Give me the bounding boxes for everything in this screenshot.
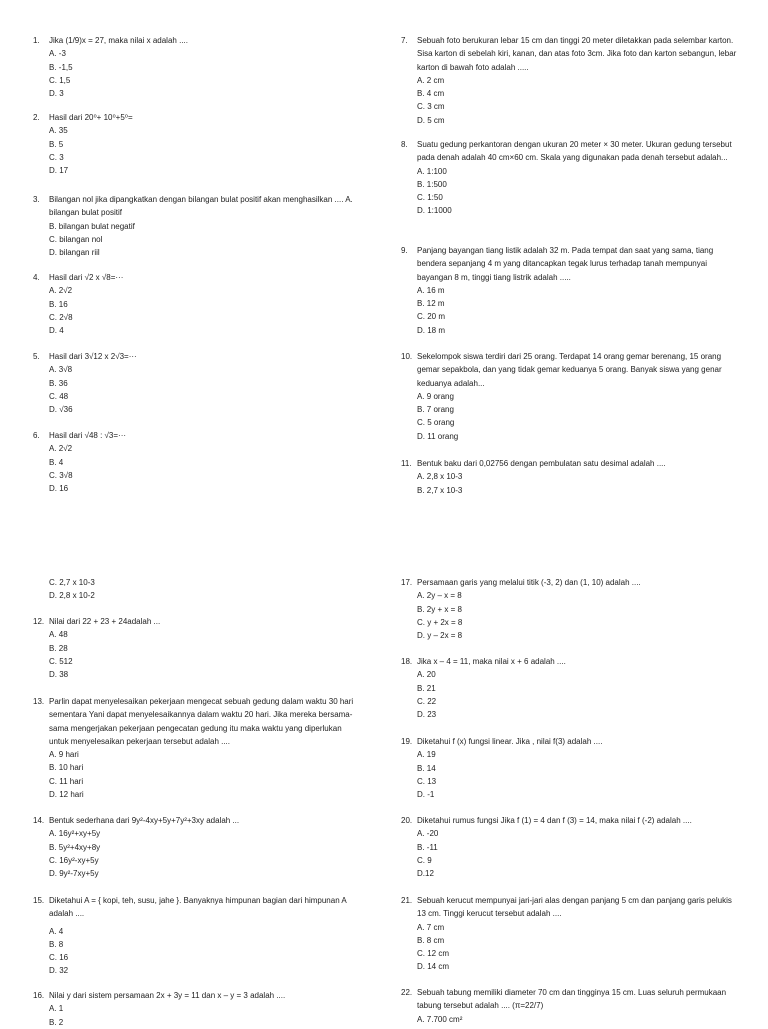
option-c: C. 3 xyxy=(49,152,64,162)
option-d: D. 32 xyxy=(49,966,69,976)
question-number: 4. xyxy=(33,273,40,282)
option-b: B. 28 xyxy=(49,643,68,653)
option-a: A. 3√8 xyxy=(49,365,73,375)
option-b: B. 21 xyxy=(417,683,436,693)
question-number: 3. xyxy=(33,195,40,204)
question-2 xyxy=(33,111,363,177)
option-b: B. 7 orang xyxy=(417,405,454,415)
question-text: Bentuk sederhana dari 9y²-4xy+5y+7y²+3xy adalah ... xyxy=(49,816,240,825)
option-d: D. 38 xyxy=(49,670,69,680)
question-20 xyxy=(401,814,741,880)
option-a: A. 20 xyxy=(417,670,436,680)
option-b: B. 10 hari xyxy=(49,763,84,773)
question-text: Suatu gedung perkantoran dengan ukuran 20 meter × 30 meter. Ukuran gedung tersebut pada denah adalah 40 cm×60 cm. Skala yang digunakan pada denah tersebut adalah... xyxy=(417,140,732,163)
option-a: A. 7.700 cm² xyxy=(417,1014,463,1024)
question-11 xyxy=(401,457,741,497)
option-c: C. 2√8 xyxy=(49,312,73,322)
question-22 xyxy=(401,986,741,1026)
question-number: 16. xyxy=(33,991,45,1000)
option-c: C. 16 xyxy=(49,953,69,963)
option-d: D. y – 2x = 8 xyxy=(417,631,463,641)
question-number: 13. xyxy=(33,697,45,706)
option-a: A. 2√2 xyxy=(49,444,73,454)
question-text: Sebuah tabung memiliki diameter 70 cm dan tingginya 15 cm. Luas seluruh permukaan tabung tersebut adalah .... (π=22/7) xyxy=(417,988,727,1011)
option-d: D. 23 xyxy=(417,710,437,720)
option-b: B. -11 xyxy=(417,842,438,852)
question-number: 2. xyxy=(33,113,40,122)
option-b: B. 12 m xyxy=(417,299,445,309)
option-d: D. 9y²-7xy+5y xyxy=(49,869,99,879)
option-b: B. bilangan bulat negatif xyxy=(49,221,135,231)
option-d: D. 17 xyxy=(49,166,69,176)
question-text: Parlin dapat menyelesaikan pekerjaan mengecat sebuah gedung dalam waktu 30 hari sementara Yani dapat menyelesaikannya dalam waktu 20 hari. Jika mereka bersama-sama mengerjakan pekerjaan pengecatan gedung itu maka waktu yang diperlukan untuk menyelesaikan pekerjaan tersebut adalah .... xyxy=(49,697,354,746)
option-d: D.12 xyxy=(417,869,434,879)
question-text: Sebuah kerucut mempunyai jari-jari alas dengan panjang 5 cm dan panjang garis pelukis 13 cm. Tinggi kerucut tersebut adalah .... xyxy=(417,896,732,919)
question-number: 6. xyxy=(33,431,40,440)
option-d: D. 1:1000 xyxy=(417,206,452,216)
option-b: B. -1,5 xyxy=(49,62,73,72)
option-c: C. y + 2x = 8 xyxy=(417,617,463,627)
option-b: B. 8 cm xyxy=(417,935,445,945)
question-10 xyxy=(401,350,741,443)
question-text: Sebuah foto berukuran lebar 15 cm dan tinggi 20 meter diletakkan pada selembar karton. Sisa karton di sebelah kiri, kanan, dan atas foto 3cm. Jika foto dan karton sebangun, lebar karton di bawah foto adalah ..... xyxy=(417,36,737,72)
option-c: C. 5 orang xyxy=(417,418,455,428)
question-number: 19. xyxy=(401,737,413,746)
question-15 xyxy=(33,894,363,978)
question-21 xyxy=(401,894,741,974)
question-14 xyxy=(33,814,363,880)
option-a: A. 2√2 xyxy=(49,286,73,296)
question-number: 5. xyxy=(33,352,40,361)
option-a: A. 7 cm xyxy=(417,922,445,932)
option-b: B. 1:500 xyxy=(417,179,447,189)
option-a: A. 35 xyxy=(49,126,68,136)
option-c: C. 11 hari xyxy=(49,776,84,786)
question-text: Sekelompok siswa terdiri dari 25 orang. Terdapat 14 orang gemar berenang, 15 orang gemar sepakbola, dan yang tidak gemar keduanya 5 orang. Banyak siswa yang genar keduanya adalah... xyxy=(417,352,722,388)
question-number: 18. xyxy=(401,657,413,666)
question-number: 21. xyxy=(401,896,413,905)
option-d: D. 4 xyxy=(49,326,64,336)
question-text: Nilai y dari sistem persamaan 2x + 3y = 11 dan x – y = 3 adalah .... xyxy=(49,991,286,1000)
option-b: B. 14 xyxy=(417,763,436,773)
question-number: 17. xyxy=(401,578,413,587)
question-text: Jika (1/9)x = 27, maka nilai x adalah .... xyxy=(49,36,188,45)
question-number: 10. xyxy=(401,352,413,361)
option-b: B. 5y²+4xy+8y xyxy=(49,842,101,852)
question-16 xyxy=(33,989,363,1029)
question-6 xyxy=(33,429,363,495)
question-text: Panjang bayangan tiang listik adalah 32 m. Pada tempat dan saat yang sama, tiang bendera sepanjang 4 m yang ditancapkan tegak lurus terhadap tanah mempunyai bayangan 8 m, tinggi tiang listrik adalah ..... xyxy=(417,246,714,282)
option-c: C. bilangan nol xyxy=(49,234,103,244)
option-d: D. √36 xyxy=(49,405,73,415)
option-d: D. -1 xyxy=(417,790,435,800)
question-text: Diketahui A = { kopi, teh, susu, jahe }. Banyaknya himpunan bagian dari himpunan A adalah .... xyxy=(49,896,347,919)
question-3 xyxy=(33,193,363,259)
question-17 xyxy=(401,576,741,642)
question-text: Bilangan nol jika dipangkatkan dengan bilangan bulat positif akan menghasilkan .... A. bilangan bulat positif xyxy=(49,195,353,218)
question-text: Hasil dari √48 : √3=··· xyxy=(49,431,127,440)
question-number: 7. xyxy=(401,36,408,45)
question-9 xyxy=(401,244,741,337)
option-a: A. -20 xyxy=(417,829,439,839)
question-11-continued xyxy=(33,576,363,603)
option-a: A. 2 cm xyxy=(417,75,445,85)
question-text: Hasil dari 3√12 x 2√3=··· xyxy=(49,352,137,361)
question-text: Hasil dari 20⁰+ 10⁰+5⁰= xyxy=(49,113,133,122)
option-c: C. 3√8 xyxy=(49,470,73,480)
question-text: Jika x – 4 = 11, maka nilai x + 6 adalah .... xyxy=(417,657,566,666)
question-number: 8. xyxy=(401,140,408,149)
option-c: C. 48 xyxy=(49,391,69,401)
option-a: A. 16 m xyxy=(417,285,445,295)
option-d: D. 12 hari xyxy=(49,790,84,800)
option-a: A. 4 xyxy=(49,926,64,936)
option-a: A. 1:100 xyxy=(417,166,447,176)
option-a: A. 16y²+xy+5y xyxy=(49,829,101,839)
question-7 xyxy=(401,34,741,127)
question-19 xyxy=(401,735,741,801)
option-a: A. 9 orang xyxy=(417,391,454,401)
option-b: B. 5 xyxy=(49,139,64,149)
question-text: Bentuk baku dari 0,02756 dengan pembulatan satu desimal adalah .... xyxy=(417,459,666,468)
option-a: A. 2y – x = 8 xyxy=(417,591,462,601)
option-c: C. 9 xyxy=(417,855,432,865)
question-number: 9. xyxy=(401,246,408,255)
option-c: C. 12 cm xyxy=(417,949,450,959)
question-5 xyxy=(33,350,363,416)
question-text: Persamaan garis yang melalui titik (-3, 2) dan (1, 10) adalah .... xyxy=(417,578,641,587)
question-number: 14. xyxy=(33,816,45,825)
option-b: B. 8 xyxy=(49,939,64,949)
question-number: 12. xyxy=(33,617,45,626)
question-8 xyxy=(401,138,741,218)
option-d: D. 14 cm xyxy=(417,962,450,972)
option-d: D. 11 orang xyxy=(417,431,459,441)
option-a: A. 48 xyxy=(49,630,68,640)
option-d: D. 16 xyxy=(49,484,69,494)
question-text: Nilai dari 22 + 23 + 24adalah ... xyxy=(49,617,161,626)
question-text: Diketahui rumus fungsi Jika f (1) = 4 dan f (3) = 14, maka nilai f (-2) adalah .... xyxy=(417,816,692,825)
option-b: B. 2y + x = 8 xyxy=(417,604,462,614)
question-number: 22. xyxy=(401,988,413,997)
option-c: C. 16y²-xy+5y xyxy=(49,855,99,865)
option-d: D. 5 cm xyxy=(417,115,445,125)
option-c: C. 2,7 x 10-3 xyxy=(49,578,95,587)
option-d: D. bilangan riil xyxy=(49,248,100,258)
question-text: Hasil dari √2 x √8=··· xyxy=(49,273,124,282)
option-b: B. 2,7 x 10-3 xyxy=(417,485,463,495)
question-12 xyxy=(33,615,363,681)
option-c: C. 1:50 xyxy=(417,193,443,203)
option-c: C. 13 xyxy=(417,776,437,786)
option-d: D. 18 m xyxy=(417,325,446,335)
question-1 xyxy=(33,34,363,100)
option-b: B. 36 xyxy=(49,378,68,388)
option-d: D. 3 xyxy=(49,89,64,99)
option-b: B. 2 xyxy=(49,1017,64,1027)
option-d: D. 2,8 x 10-2 xyxy=(49,591,95,601)
option-c: C. 512 xyxy=(49,656,73,666)
question-number: 11. xyxy=(401,459,412,468)
question-4 xyxy=(33,271,363,337)
option-c: C. 1,5 xyxy=(49,75,71,85)
question-number: 1. xyxy=(33,36,40,45)
option-b: B. 4 xyxy=(49,457,64,467)
question-number: 20. xyxy=(401,816,413,825)
option-a: A. 2,8 x 10-3 xyxy=(417,472,463,482)
question-18 xyxy=(401,655,741,721)
question-number: 15. xyxy=(33,896,45,905)
option-b: B. 16 xyxy=(49,299,68,309)
option-a: A. 19 xyxy=(417,750,436,760)
option-a: A. 1 xyxy=(49,1004,64,1014)
option-c: C. 20 m xyxy=(417,312,446,322)
option-c: C. 22 xyxy=(417,696,437,706)
option-a: A. -3 xyxy=(49,49,66,59)
option-a: A. 9 hari xyxy=(49,750,79,760)
question-text: Diketahui f (x) fungsi linear. Jika , nilai f(3) adalah .... xyxy=(417,737,603,746)
question-13 xyxy=(33,695,363,801)
option-c: C. 3 cm xyxy=(417,102,445,112)
option-b: B. 4 cm xyxy=(417,89,445,99)
